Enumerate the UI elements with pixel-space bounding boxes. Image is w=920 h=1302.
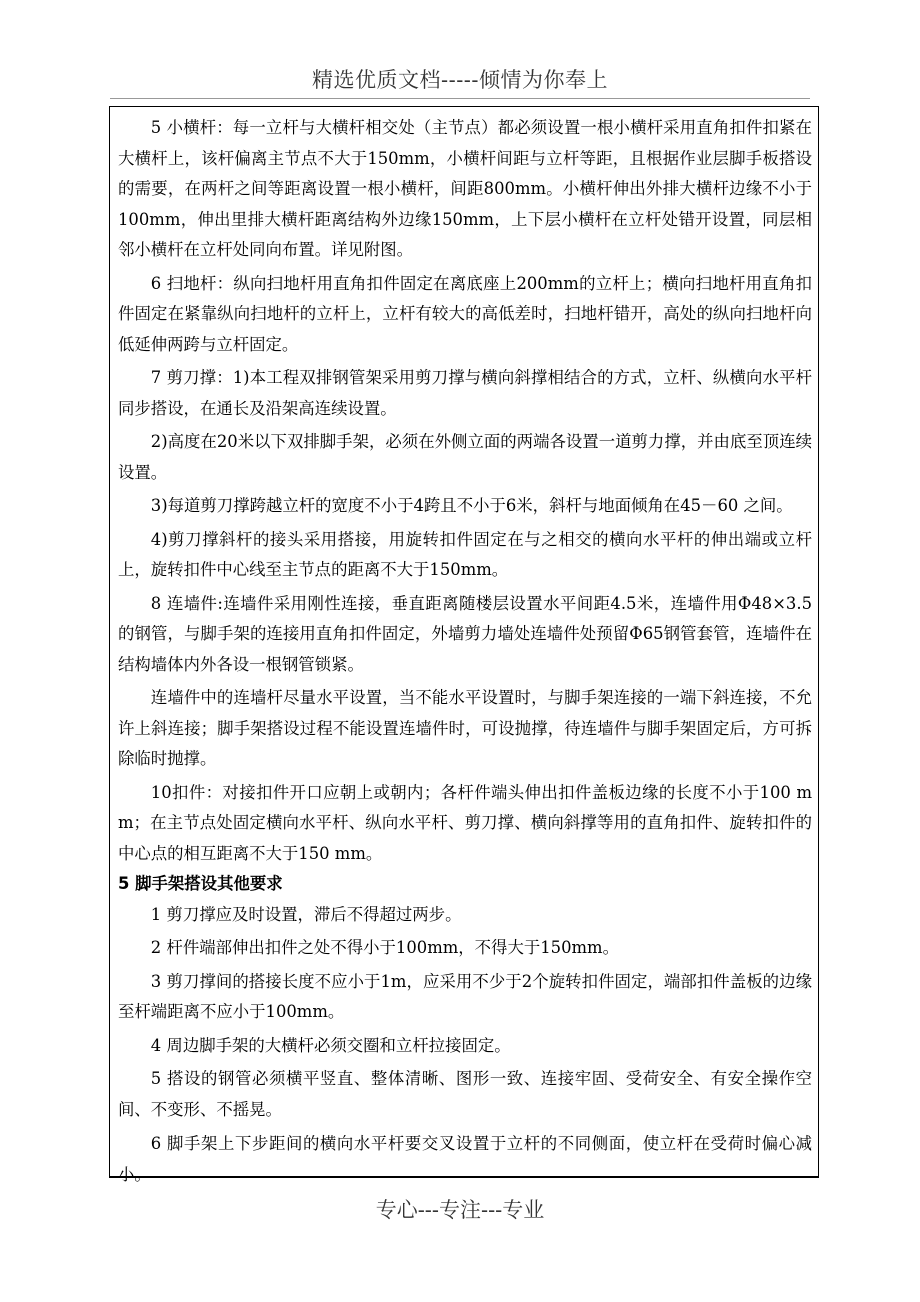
header-divider — [110, 98, 810, 99]
page-header: 精选优质文档-----倾情为你奉上 — [312, 68, 608, 92]
section-title: 5 脚手架搭设其他要求 — [118, 874, 283, 893]
paragraph-small-crossbar: 5 小横杆：每一立杆与大横杆相交处（主节点）都必须设置一根小横杆采用直角扣件扣紧在大横杆上，该杆偏离主节点不大于150mm，小横杆间距与立杆等距，且根据作业层脚手板搭设的需要，在两杆之间等距离设置一根小横杆，间距800mm。小横杆伸出外排大横杆边缘不小于100mm，伸出里排大横杆距离结构外边缘150mm，上下层小横杆在立杆处错开设置，同层相邻小横杆在立杆处同向布置。详见附图。 — [118, 118, 812, 259]
paragraph-wall-tie: 8 连墙件:连墙件采用刚性连接，垂直距离随楼层设置水平间距4.5米，连墙件用Φ48×3.5的钢管，与脚手架的连接用直角扣件固定，外墙剪力墙处连墙件处预留Φ65钢管套管，连墙件在结构墙体内外各设一根钢管锁紧。 — [118, 593, 812, 674]
section-item: 5 搭设的钢管必须横平竖直、整体清晰、图形一致、连接牢固、受荷安全、有安全操作空间、不变形、不摇晃。 — [118, 1069, 812, 1119]
paragraph-coupler: 10扣件：对接扣件开口应朝上或朝内；各杆件端头伸出扣件盖板边缘的长度不小于100 mm；在主节点处固定横向水平杆、纵向水平杆、剪刀撑、横向斜撑等用的直角扣件、旋转扣件的中心点的相互距离不大于150 mm。 — [118, 782, 812, 863]
section-item: 3 剪刀撑间的搭接长度不应小于1m，应采用不少于2个旋转扣件固定，端部扣件盖板的边缘至杆端距离不应小于100mm。 — [118, 971, 812, 1021]
paragraph-scissor-brace-1: 7 剪刀撑：1)本工程双排钢管架采用剪刀撑与横向斜撑相结合的方式，立杆、纵横向水平杆同步搭设，在通长及沿架高连续设置。 — [118, 368, 812, 418]
section-item: 4 周边脚手架的大横杆必须交圈和立杆拉接固定。 — [150, 1035, 511, 1055]
paragraph-sweeping-bar: 6 扫地杆：纵向扫地杆用直角扣件固定在离底座上200mm的立杆上；横向扫地杆用直角扣件固定在紧靠纵向扫地杆的立杆上，立杆有较大的高低差时，扫地杆错开，高处的纵向扫地杆向低延伸两跨与立杆固定。 — [118, 273, 812, 354]
paragraph-wall-tie-bar: 连墙件中的连墙杆尽量水平设置，当不能水平设置时，与脚手架连接的一端下斜连接，不允许上斜连接；脚手架搭设过程不能设置连墙件时，可设抛撑，待连墙件与脚手架固定后，方可拆除临时抛撑。 — [118, 688, 812, 768]
page-footer: 专心---专注---专业 — [375, 1198, 545, 1222]
paragraph-scissor-brace-2: 2)高度在20米以下双排脚手架，必须在外侧立面的两端各设置一道剪力撑，并由底至顶连续设置。 — [118, 432, 812, 482]
section-item: 6 脚手架上下步距间的横向水平杆要交叉设置于立杆的不同侧面，使立杆在受荷时偏心减小。 — [118, 1134, 812, 1184]
section-item: 1 剪刀撑应及时设置，滞后不得超过两步。 — [150, 904, 462, 924]
section-item: 2 杆件端部伸出扣件之处不得小于100mm，不得大于150mm。 — [150, 938, 619, 957]
paragraph-scissor-brace-3: 3)每道剪刀撑跨越立杆的宽度不小于4跨且不小于6米，斜杆与地面倾角在45－60 之间。 — [150, 496, 793, 515]
paragraph-scissor-brace-4: 4)剪刀撑斜杆的接头采用搭接，用旋转扣件固定在与之相交的横向水平杆的伸出端或立杆上，旋转扣件中心线至主节点的距离不大于150mm。 — [118, 529, 812, 579]
content-box — [109, 106, 819, 1184]
